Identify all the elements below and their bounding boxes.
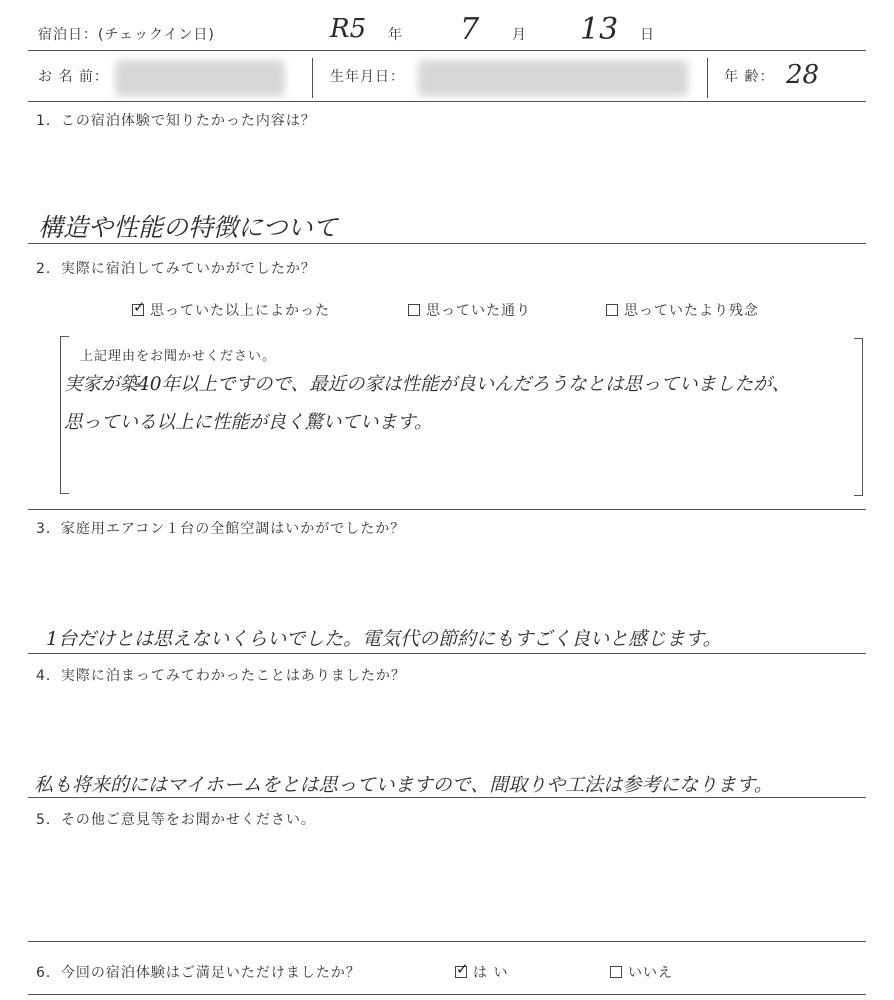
- reason-label: 上記理由をお聞かせください。: [80, 349, 277, 364]
- question-3-answer: 1台だけとは思えないくらいでした。電気代の節約にもすごく良いと感じます。: [46, 628, 722, 650]
- q2-option-disappointing-label: 思っていたより残念: [624, 303, 759, 319]
- age-label: 年 齢：: [724, 69, 775, 85]
- checkbox-icon[interactable]: [610, 966, 622, 978]
- q2-bottom-line: [28, 509, 866, 510]
- checkbox-icon[interactable]: [606, 304, 618, 316]
- question-4-label: 4．実際に泊まってみてわかったことはありましたか？: [36, 668, 406, 684]
- question-3-label: 3．家庭用エアコン１台の全館空調はいかがでしたか？: [36, 521, 406, 537]
- q6-option-no[interactable]: [610, 962, 673, 982]
- reason-box-right-bracket: [854, 338, 863, 496]
- day-unit: 日: [640, 27, 655, 43]
- reason-answer-line-1: 実家が築40年以上ですので、最近の家は性能が良いんだろうなとは思っていましたが、: [64, 374, 791, 395]
- birthdate-redacted: [418, 60, 688, 96]
- q2-option-better-label: 思っていた以上によかった: [150, 303, 330, 319]
- checkbox-checked-icon[interactable]: [455, 966, 467, 978]
- birth-divider: [707, 58, 708, 98]
- q6-option-yes[interactable]: [455, 962, 508, 982]
- header-line-1: [28, 50, 866, 51]
- question-6-label: 6．今回の宿泊体験はご満足いただけましたか？: [36, 965, 361, 981]
- question-1-answer: 構造や性能の特徴について: [38, 213, 338, 242]
- q6-option-yes-label: は い: [473, 965, 509, 981]
- question-1-label: 1．この宿泊体験で知りたかった内容は？: [36, 113, 316, 129]
- question-2-label: 2．実際に宿泊してみていかがでしたか？: [36, 261, 316, 277]
- stay-day: 13: [580, 12, 619, 47]
- q6-bottom-line: [28, 994, 866, 995]
- q2-option-as-expected-label: 思っていた通り: [426, 303, 531, 319]
- q2-option-better[interactable]: [132, 300, 330, 320]
- q2-option-disappointing[interactable]: [606, 300, 759, 320]
- header-line-2: [28, 101, 866, 102]
- name-divider: [312, 58, 313, 98]
- stay-date-label: 宿泊日：(チェックイン日): [38, 27, 215, 43]
- month-unit: 月: [512, 27, 527, 43]
- q4-answer-line: [28, 797, 866, 798]
- q6-option-no-label: いいえ: [628, 965, 673, 981]
- age-value: 28: [786, 60, 820, 90]
- q2-option-as-expected[interactable]: [408, 300, 531, 320]
- checkbox-icon[interactable]: [408, 304, 420, 316]
- birth-label: 生年月日：: [330, 69, 405, 85]
- q3-answer-line: [28, 653, 866, 654]
- q5-answer-line: [28, 941, 866, 942]
- year-unit: 年: [388, 27, 403, 43]
- q1-answer-line: [28, 243, 866, 244]
- stay-month: 7: [460, 12, 480, 47]
- checkbox-checked-icon[interactable]: [132, 304, 144, 316]
- reason-answer-line-2: 思っている以上に性能が良く驚いています。: [64, 412, 433, 433]
- stay-era: R5: [330, 14, 367, 44]
- question-5-label: 5．その他ご意見等をお聞かせください。: [36, 812, 316, 828]
- question-4-answer: 私も将来的にはマイホームをとは思っていますので、間取りや工法は参考になります。: [34, 774, 773, 796]
- name-label: お 名 前：: [38, 69, 109, 85]
- name-redacted: [115, 60, 285, 96]
